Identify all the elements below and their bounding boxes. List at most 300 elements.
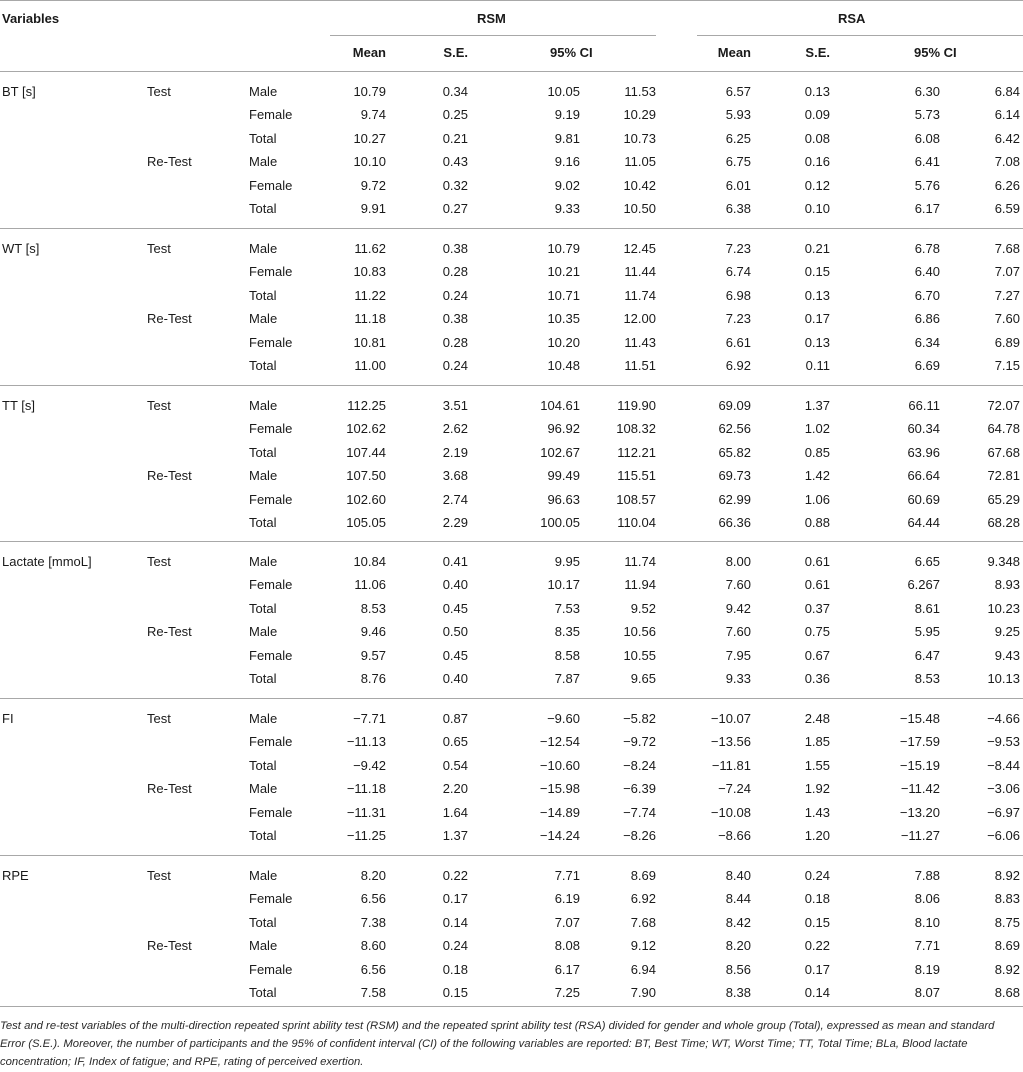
cell-rsa-mean: −7.24 [718,781,751,797]
cell-rsa-ci-low: 64.44 [907,515,940,530]
cell-sex: Total [249,671,277,686]
cell-rsa-se: 0.75 [804,624,830,640]
cell-rsa-mean: 6.61 [725,334,751,350]
cell-rsa-mean: 7.60 [725,577,751,593]
cell-rsa-mean: −13.56 [710,734,751,750]
table-row [0,127,1023,150]
cell-sex: Male [249,554,278,569]
cell-rsa-ci-low: 6.30 [914,84,940,99]
group-separator [0,855,1023,856]
cell-rsm-mean: 11.18 [354,311,386,327]
cell-sex: Total [249,358,277,373]
cell-rsa-se: 0.13 [804,334,830,350]
cell-rsa-se: 1.42 [804,468,830,484]
table-row [0,864,1023,887]
cell-rsa-se: 0.67 [804,647,830,663]
cell-rsa-ci-low: 8.07 [914,985,940,1000]
cell-rsm-ci-high: 108.57 [616,491,656,507]
cell-rsa-mean: 6.57 [725,84,751,99]
cell-rsa-ci-low: 8.06 [914,891,940,907]
table-row [0,80,1023,103]
cell-rsm-mean: 9.74 [360,107,386,123]
cell-rsa-ci-low: 6.69 [914,358,940,373]
cell-rsa-ci-high: 8.93 [994,577,1020,593]
cell-rsm-ci-high: 112.21 [617,444,656,460]
cell-rsm-ci-low: 96.92 [547,421,580,437]
cell-sex: Total [249,287,277,303]
cell-rsa-mean: 6.38 [725,201,751,216]
cell-rsm-se: 3.51 [442,398,468,413]
cell-rsm-ci-high: −5.82 [623,711,656,726]
cell-rsm-ci-high: 115.51 [617,468,656,484]
cell-rsm-se: 0.34 [442,84,468,99]
cell-rsm-ci-high: 119.90 [617,398,656,413]
cell-sex: Female [249,264,293,280]
cell-rsm-mean: 6.56 [360,891,386,907]
cell-rsa-se: 0.13 [804,84,830,99]
cell-rsm-ci-high: 11.05 [624,154,656,170]
table-row [0,934,1023,957]
cell-rsa-ci-high: 6.42 [994,130,1020,146]
cell-rsm-ci-high: −7.74 [623,804,656,820]
table-row [0,620,1023,643]
cell-sex: Female [249,107,293,123]
cell-phase: Test [147,711,171,726]
cell-rsm-mean: 9.57 [360,647,386,663]
cell-rsa-mean: 8.20 [725,938,751,954]
cell-rsm-mean: 11.06 [354,577,386,593]
cell-rsa-se: 0.17 [804,961,830,977]
table-row [0,644,1023,667]
group-separator [0,698,1023,699]
cell-rsa-mean: 9.33 [725,671,751,686]
cell-rsm-ci-high: −8.26 [623,828,656,843]
cell-rsa-ci-high: 6.89 [994,334,1020,350]
cell-rsa-mean: 7.95 [725,647,751,663]
cell-rsm-ci-high: 9.65 [630,671,656,686]
table-row [0,354,1023,377]
cell-rsm-ci-low: 7.53 [554,600,580,616]
cell-rsa-ci-high: 72.07 [987,398,1020,413]
cell-rsm-ci-high: −8.24 [623,757,656,773]
cell-rsm-mean: 102.60 [346,491,386,507]
cell-rsm-ci-low: 9.19 [554,107,580,123]
cell-rsa-mean: 6.75 [725,154,751,170]
cell-rsm-se: 2.62 [442,421,468,437]
cell-rsm-ci-high: 6.92 [630,891,656,907]
cell-rsm-se: 0.24 [442,358,468,373]
cell-rsa-se: 0.21 [804,241,830,256]
cell-rsm-se: 0.15 [442,985,468,1000]
cell-rsa-ci-low: −11.42 [900,781,940,797]
table-row [0,103,1023,126]
cell-rsa-ci-high: 9.348 [987,554,1020,569]
cell-rsa-ci-high: 72.81 [987,468,1020,484]
cell-rsa-ci-low: 6.17 [914,201,940,216]
cell-rsm-se: 0.28 [442,264,468,280]
cell-phase: Re-Test [147,781,192,797]
cell-rsa-se: 0.22 [804,938,830,954]
cell-rsm-ci-low: −14.89 [539,804,580,820]
cell-rsa-ci-low: 8.53 [914,671,940,686]
table-row [0,981,1023,1004]
cell-rsm-mean: 10.27 [353,130,386,146]
cell-rsa-ci-low: −17.59 [899,734,940,750]
cell-rsm-ci-high: −9.72 [623,734,656,750]
cell-rsa-se: 0.61 [804,554,830,569]
cell-rsm-ci-high: 108.32 [616,421,656,437]
cell-rsa-ci-high: 6.84 [994,84,1020,99]
cell-rsm-ci-high: 11.53 [624,84,656,99]
group-separator [0,385,1023,386]
table-row [0,150,1023,173]
cell-rsa-se: 0.16 [804,154,830,170]
cell-rsm-se: 0.50 [442,624,468,640]
cell-rsm-ci-low: 6.19 [554,891,580,907]
cell-rsa-ci-high: 6.26 [994,177,1020,193]
table-row [0,260,1023,283]
cell-rsm-ci-high: 10.42 [623,177,656,193]
cell-sex: Total [249,600,277,616]
cell-rsm-ci-low: 8.58 [554,647,580,663]
table-row [0,550,1023,573]
cell-rsm-mean: 8.53 [360,600,386,616]
cell-rsm-ci-low: 9.95 [554,554,580,569]
cell-rsm-se: 0.87 [442,711,468,726]
cell-rsm-ci-low: 10.05 [547,84,580,99]
cell-rsa-mean: 6.92 [725,358,751,373]
cell-rsa-ci-high: 7.60 [994,311,1020,327]
cell-rsa-mean: −11.81 [711,757,751,773]
cell-rsm-se: 0.45 [442,600,468,616]
cell-rsa-se: 0.85 [804,444,830,460]
cell-rsm-ci-low: 7.71 [554,868,580,883]
cell-rsa-ci-low: −15.48 [899,711,940,726]
cell-rsm-ci-low: 10.21 [547,264,580,280]
cell-rsm-mean: 10.81 [353,334,386,350]
cell-rsa-mean: 7.23 [725,311,751,327]
cell-variable: FI [2,711,14,726]
cell-rsa-se: 1.55 [804,757,830,773]
cell-rsm-ci-low: −14.24 [539,828,580,843]
cell-rsa-mean: 8.00 [725,554,751,569]
cell-rsa-se: 0.10 [804,201,830,216]
cell-rsm-ci-low: 104.61 [540,398,580,413]
cell-rsa-se: 1.43 [804,804,830,820]
cell-rsa-ci-high: −4.66 [987,711,1020,726]
table-row [0,307,1023,330]
cell-rsm-mean: 9.46 [360,624,386,640]
cell-rsa-mean: 6.25 [725,130,751,146]
cell-rsm-se: 0.24 [442,287,468,303]
cell-rsm-mean: 10.79 [353,84,386,99]
cell-rsm-ci-high: 11.94 [624,577,656,593]
cell-rsa-ci-low: 60.34 [907,421,940,437]
cell-rsa-ci-low: −15.19 [899,757,940,773]
cell-rsm-se: 0.41 [442,554,468,569]
table-row [0,824,1023,847]
cell-sex: Female [249,421,293,437]
table-row [0,488,1023,511]
table-row [0,464,1023,487]
cell-rsa-se: 1.06 [804,491,830,507]
cell-rsa-ci-low: 6.47 [914,647,940,663]
cell-rsm-se: 2.29 [442,515,468,530]
cell-rsa-se: 2.48 [804,711,830,726]
cell-rsa-ci-low: 5.73 [914,107,940,123]
group-separator [0,541,1023,542]
top-rule [0,0,1023,1]
cell-rsm-ci-high: 11.43 [624,334,656,350]
cell-rsm-ci-low: 6.17 [554,961,580,977]
cell-sex: Female [249,961,293,977]
cell-rsm-mean: −9.42 [353,757,386,773]
cell-phase: Test [147,398,171,413]
cell-rsm-se: 0.28 [442,334,468,350]
cell-rsa-ci-low: 8.10 [914,914,940,930]
cell-rsm-se: 0.22 [442,868,468,883]
cell-rsa-ci-high: 7.27 [994,287,1020,303]
cell-rsm-mean: 10.10 [353,154,386,170]
cell-rsa-se: 0.09 [804,107,830,123]
cell-sex: Male [249,154,278,170]
table-row [0,237,1023,260]
cell-rsa-ci-low: −11.27 [900,828,940,843]
cell-rsm-ci-low: 9.02 [554,177,580,193]
cell-rsm-ci-high: 10.55 [623,647,656,663]
table-row [0,887,1023,910]
cell-rsm-mean: 112.25 [347,398,386,413]
table-row [0,573,1023,596]
cell-rsm-ci-high: 10.50 [623,201,656,216]
cell-rsm-ci-high: 12.00 [623,311,656,327]
cell-rsm-ci-low: 7.25 [554,985,580,1000]
cell-sex: Male [249,938,278,954]
cell-rsm-ci-high: 10.29 [623,107,656,123]
cell-rsm-se: 3.68 [442,468,468,484]
table-row [0,394,1023,417]
cell-rsm-se: 0.18 [442,961,468,977]
cell-phase: Test [147,241,171,256]
cell-sex: Total [249,757,277,773]
cell-sex: Female [249,647,293,663]
cell-rsa-ci-high: −9.53 [987,734,1020,750]
cell-variable: TT [s] [2,398,35,413]
table-row [0,730,1023,753]
cell-rsa-se: 1.02 [804,421,830,437]
cell-rsm-mean: −11.31 [346,804,386,820]
cell-rsm-se: 1.64 [442,804,468,820]
table-row [0,417,1023,440]
rsa-group-rule [697,35,1023,36]
cell-rsm-se: 0.17 [442,891,468,907]
cell-variable: BT [s] [2,84,36,99]
cell-rsa-mean: 66.36 [718,515,751,530]
cell-rsm-se: 0.40 [442,577,468,593]
cell-rsm-se: 0.24 [442,938,468,954]
cell-rsa-ci-low: 6.86 [914,311,940,327]
cell-rsm-ci-low: 96.63 [547,491,580,507]
cell-rsa-se: 1.37 [804,398,830,413]
table-row [0,777,1023,800]
cell-rsm-se: 0.38 [442,241,468,256]
cell-rsm-mean: 10.83 [353,264,386,280]
cell-rsm-mean: −11.13 [346,734,386,750]
cell-rsm-mean: 8.20 [360,868,386,883]
cell-rsm-ci-low: 9.33 [554,201,580,216]
cell-rsm-se: 0.25 [442,107,468,123]
cell-rsa-ci-high: 6.59 [994,201,1020,216]
cell-rsm-se: 0.32 [442,177,468,193]
cell-rsa-ci-low: 6.34 [914,334,940,350]
cell-rsa-ci-high: −6.06 [987,828,1020,843]
cell-rsm-ci-high: 11.74 [624,287,656,303]
cell-sex: Male [249,711,278,726]
cell-rsa-ci-low: 8.61 [914,600,940,616]
cell-rsa-ci-high: 10.13 [987,671,1020,686]
cell-rsm-se: 1.37 [442,828,468,843]
table-row [0,511,1023,534]
cell-rsa-ci-low: 6.41 [914,154,940,170]
cell-rsm-se: 2.20 [442,781,468,797]
cell-rsm-ci-low: 102.67 [540,444,580,460]
cell-rsa-mean: 69.09 [718,398,751,413]
cell-rsm-se: 0.38 [442,311,468,327]
cell-rsa-mean: 8.40 [725,868,751,883]
cell-rsm-ci-high: 10.56 [623,624,656,640]
cell-rsm-mean: 9.91 [360,201,386,216]
cell-rsa-se: 1.20 [804,828,830,843]
cell-sex: Female [249,334,293,350]
cell-rsm-ci-high: 110.04 [617,515,656,530]
cell-rsm-se: 0.43 [442,154,468,170]
cell-rsm-ci-high: −6.39 [623,781,656,797]
cell-rsm-ci-low: −15.98 [539,781,580,797]
cell-sex: Male [249,398,278,413]
cell-rsm-mean: 7.58 [360,985,386,1000]
cell-rsa-se: 0.88 [804,515,830,530]
cell-rsm-mean: 107.50 [346,468,386,484]
cell-rsm-mean: 8.60 [360,938,386,954]
cell-rsa-mean: 7.23 [725,241,751,256]
cell-sex: Male [249,781,278,797]
cell-sex: Total [249,985,277,1000]
cell-rsa-ci-high: 7.68 [994,241,1020,256]
cell-sex: Male [249,624,278,640]
cell-rsm-mean: 105.05 [346,515,386,530]
cell-rsa-ci-low: 7.88 [914,868,940,883]
cell-rsa-ci-low: 5.76 [914,177,940,193]
cell-rsa-ci-high: 64.78 [987,421,1020,437]
cell-rsm-mean: 11.00 [354,358,386,373]
cell-rsm-ci-low: 10.17 [547,577,580,593]
cell-rsa-mean: 6.74 [725,264,751,280]
cell-rsa-se: 0.37 [804,600,830,616]
cell-rsm-ci-low: 10.48 [547,358,580,373]
cell-rsa-ci-high: 9.43 [994,647,1020,663]
cell-rsa-mean: 65.82 [718,444,751,460]
cell-rsm-ci-low: 7.87 [554,671,580,686]
header-rule [0,71,1023,72]
cell-sex: Total [249,130,277,146]
cell-rsm-ci-high: 7.90 [630,985,656,1000]
cell-rsm-ci-low: 100.05 [540,515,580,530]
cell-rsa-ci-high: 10.23 [987,600,1020,616]
cell-sex: Total [249,444,277,460]
cell-rsa-mean: 69.73 [718,468,751,484]
cell-sex: Male [249,241,278,256]
header-rsm-se: S.E. [443,45,468,60]
cell-variable: Lactate [mmoL] [2,554,92,569]
cell-rsm-mean: −11.25 [346,828,386,843]
cell-rsm-ci-low: 10.71 [547,287,580,303]
table-row [0,667,1023,690]
cell-sex: Female [249,491,293,507]
table-row [0,754,1023,777]
cell-sex: Female [249,891,293,907]
cell-rsm-mean: 107.44 [346,444,386,460]
cell-rsa-ci-low: 7.71 [914,938,940,954]
cell-rsa-se: 0.12 [804,177,830,193]
cell-rsa-ci-high: 8.83 [994,891,1020,907]
header-rsa-ci: 95% CI [914,45,957,60]
cell-rsa-ci-high: 8.92 [994,868,1020,883]
header-rsa-se: S.E. [805,45,830,60]
cell-sex: Total [249,515,277,530]
cell-rsa-mean: −10.07 [710,711,751,726]
cell-rsm-ci-high: 11.51 [624,358,656,373]
cell-phase: Test [147,84,171,99]
cell-phase: Re-Test [147,468,192,484]
cell-sex: Total [249,914,277,930]
cell-phase: Test [147,554,171,569]
cell-rsa-ci-high: 6.14 [994,107,1020,123]
cell-rsm-ci-high: 9.12 [630,938,656,954]
cell-rsa-ci-high: 9.25 [994,624,1020,640]
cell-rsa-mean: 8.38 [725,985,751,1000]
cell-rsa-mean: 62.56 [718,421,751,437]
cell-phase: Re-Test [147,311,192,327]
cell-rsm-ci-low: 10.79 [547,241,580,256]
cell-rsa-se: 0.15 [804,264,830,280]
cell-sex: Female [249,804,293,820]
cell-rsa-ci-low: 66.64 [907,468,940,484]
cell-rsm-se: 0.45 [442,647,468,663]
cell-rsa-mean: 6.98 [725,287,751,303]
cell-rsa-mean: 6.01 [725,177,751,193]
cell-rsm-mean: 8.76 [360,671,386,686]
table-row [0,284,1023,307]
cell-rsm-ci-high: 12.45 [623,241,656,256]
cell-rsa-se: 0.14 [804,985,830,1000]
cell-rsa-ci-high: −6.97 [987,804,1020,820]
cell-rsm-se: 0.27 [442,201,468,216]
cell-rsa-ci-low: 6.70 [914,287,940,303]
cell-rsm-mean: 11.62 [354,241,386,256]
cell-rsm-ci-high: 6.94 [630,961,656,977]
cell-rsa-ci-low: 6.65 [914,554,940,569]
cell-rsa-ci-high: 8.69 [994,938,1020,954]
cell-rsa-ci-low: 5.95 [914,624,940,640]
cell-rsm-mean: −7.71 [353,711,386,726]
cell-rsa-mean: 8.42 [725,914,751,930]
table-row [0,801,1023,824]
header-rsm-mean: Mean [352,45,386,60]
cell-rsm-ci-high: 11.74 [624,554,656,569]
cell-rsm-mean: 102.62 [346,421,386,437]
cell-sex: Female [249,734,293,750]
cell-phase: Re-Test [147,938,192,954]
